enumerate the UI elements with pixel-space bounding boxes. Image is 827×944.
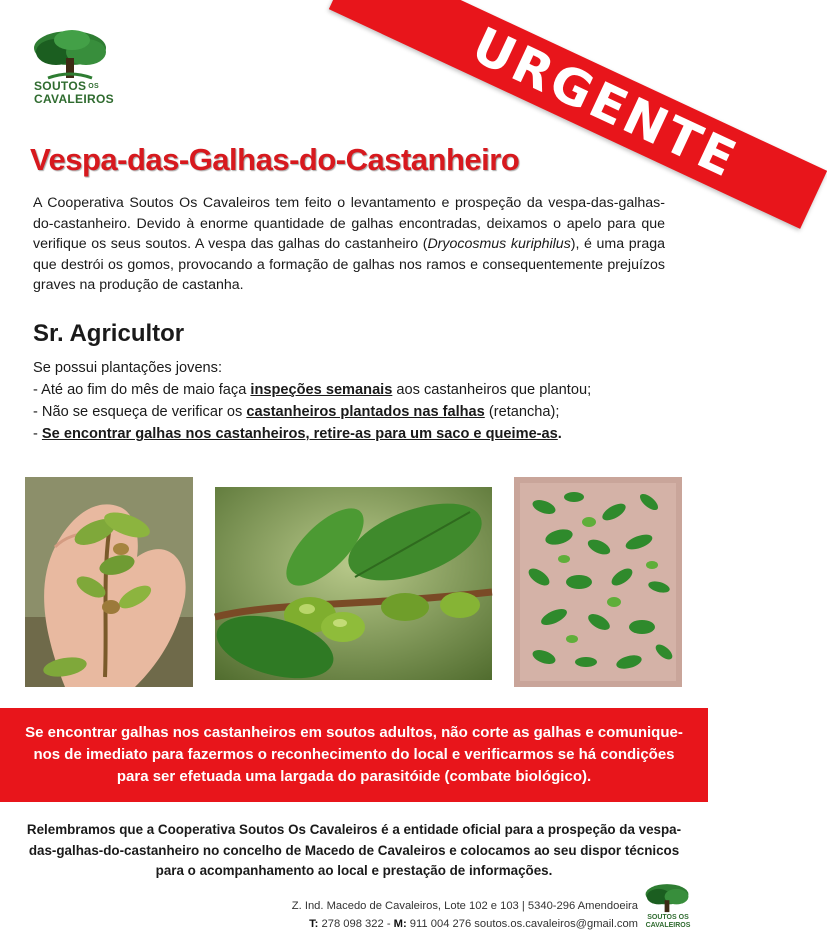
instructions-lead: Se possui plantações jovens:: [33, 360, 223, 376]
footer-contacts: T: 278 098 322 - M: 911 004 276 soutos.os.cavaleiros@gmail.com: [309, 918, 638, 930]
logo-text: SOUTOS $^{OS}$ CAVALEIROS: [34, 79, 114, 106]
farmer-instructions: [33, 357, 683, 445]
farmer-heading: Sr. Agricultor: [33, 320, 185, 347]
photo-hand-with-shoot: [25, 477, 193, 687]
urgent-banner-text: URGENTE: [463, 16, 747, 190]
photo-galls-closeup: [215, 487, 492, 680]
page-title: Vespa-das-Galhas-do-Castanheiro: [30, 142, 520, 177]
logo-small-text: SOUTOS OS CAVALEIROS: [645, 914, 691, 929]
closing-paragraph: Relembramos que a Cooperativa Soutos Os Cavaleiros é a entidade oficial para a prospeção da vespa-das-galhas-do-castanheiro no concelho de Macedo de Cavaleiros e colocamos ao seu dispor técnicos para o acompanhamento ao local e prestação de informações.: [26, 822, 682, 878]
chestnut-tree-icon: [642, 882, 692, 916]
alert-band: [0, 708, 708, 802]
cooperative-logo: [28, 28, 112, 116]
footer-email: 911 004 276 soutos.os.cavaleiros@gmail.com: [406, 918, 638, 930]
species-name: Dryocosmus kuriphilus: [427, 236, 571, 252]
instruction-item: - Se encontrar galhas nos castanheiros, retire-as para um saco e queime-as.: [33, 426, 562, 442]
instruction-item: - Até ao fim do mês de maio faça inspeções semanais aos castanheiros que plantou;: [33, 382, 592, 398]
cooperative-logo-small: [642, 882, 692, 938]
photo-collected-galls: [514, 477, 682, 687]
intro-paragraph: A Cooperativa Soutos Os Cavaleiros tem feito o levantamento e prospeção da vespa-das-galhas-do-castanheiro. Devido à enorme quantidade de galhas encontradas, deixamos o apelo para que verifique os seus soutos. A vespa das galhas do castanheiro (Dryocosmus kuriphilus), é uma praga que destrói os gomos, provocando a formação de galhas nos ramos e consequentemente prejuízos graves na produção de castanha.: [33, 195, 665, 293]
chestnut-tree-icon: [28, 28, 112, 84]
instruction-item: - Não se esqueça de verificar os castanheiros plantados nas falhas (retancha);: [33, 404, 560, 420]
contact-footer: [292, 897, 638, 933]
alert-text: Se encontrar galhas nos castanheiros em soutos adultos, não corte as galhas e comunique-nos de imediato para fazermos o reconhecimento do local e verificarmos se há condições para ser efetuada uma largada do parasitóide (combate biológico).: [25, 724, 683, 785]
footer-address: Z. Ind. Macedo de Cavaleiros, Lote 102 e 103 | 5340-296 Amendoeira: [291, 900, 638, 912]
